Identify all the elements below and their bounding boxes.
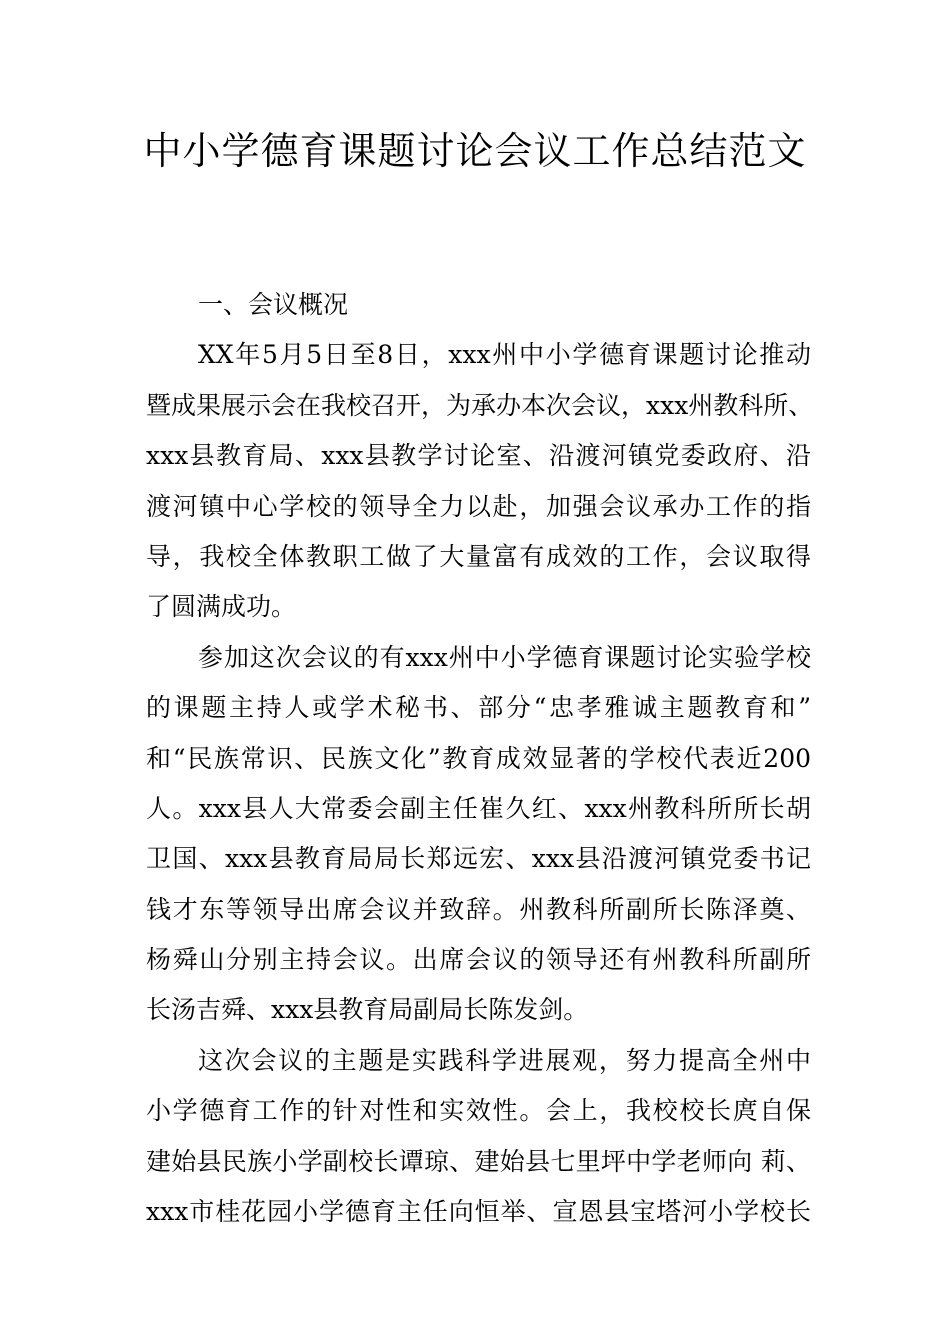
document-body (146, 280, 814, 1237)
section-heading: 一、会议概况 (198, 290, 349, 319)
paragraph-1 (146, 330, 814, 632)
paragraph-line: 这次会议的主题是实践科学进展观，努力提高全州中 (198, 1045, 811, 1075)
paragraph-line: 人。xxx县人大常委会副主任崔久红、xxx州教科所所长胡 (146, 793, 811, 823)
paragraph-2 (146, 633, 811, 1036)
paragraph-line: 卫国、xxx县教育局局长郑远宏、xxx县沿渡河镇党委书记 (146, 844, 811, 874)
paragraph-line: xxx市桂花园小学德育主任向恒举、宣恩县宝塔河小学校长 (146, 1197, 811, 1227)
paragraph-line: 钱才东等领导出席会议并致辞。州教科所副所长陈泽奠、 (146, 894, 811, 924)
paragraph-line: 渡河镇中心学校的领导全力以赴，加强会议承办工作的指 (146, 491, 811, 521)
document-title: 中小学德育课题讨论会议工作总结范文 (143, 129, 807, 173)
paragraph-line: 和“民族常识、民族文化”教育成效显著的学校代表近200 (146, 743, 811, 773)
paragraph-line: 暨成果展示会在我校召开，为承办本次会议，xxx州教科所、 (146, 390, 814, 420)
paragraph-line: 建始县民族小学副校长谭琼、建始县七里坪中学老师向 莉、 (146, 1146, 811, 1176)
paragraph-line: 导，我校全体教职工做了大量富有成效的工作，会议取得 (146, 541, 811, 571)
paragraph-line: 了圆满成功。 (146, 592, 297, 622)
paragraph-line: 杨舜山分别主持会议。出席会议的领导还有州教科所副所 (146, 945, 811, 975)
paragraph-3 (146, 1036, 811, 1238)
paragraph-line: 的课题主持人或学术秘书、部分“忠孝雅诚主题教育和” (146, 693, 811, 723)
paragraph-line: XX年5月5日至8日，xxx州中小学德育课题讨论推动 (198, 340, 811, 370)
paragraph-line: xxx县教育局、xxx县教学讨论室、沿渡河镇党委政府、沿 (146, 441, 811, 471)
paragraph-line: 小学德育工作的针对性和实效性。会上，我校校长庹自保 (146, 1096, 811, 1126)
paragraph-line: 长汤吉舜、xxx县教育局副局长陈发剑。 (146, 995, 589, 1025)
paragraph-line: 参加这次会议的有xxx州中小学德育课题讨论实验学校 (198, 642, 811, 672)
